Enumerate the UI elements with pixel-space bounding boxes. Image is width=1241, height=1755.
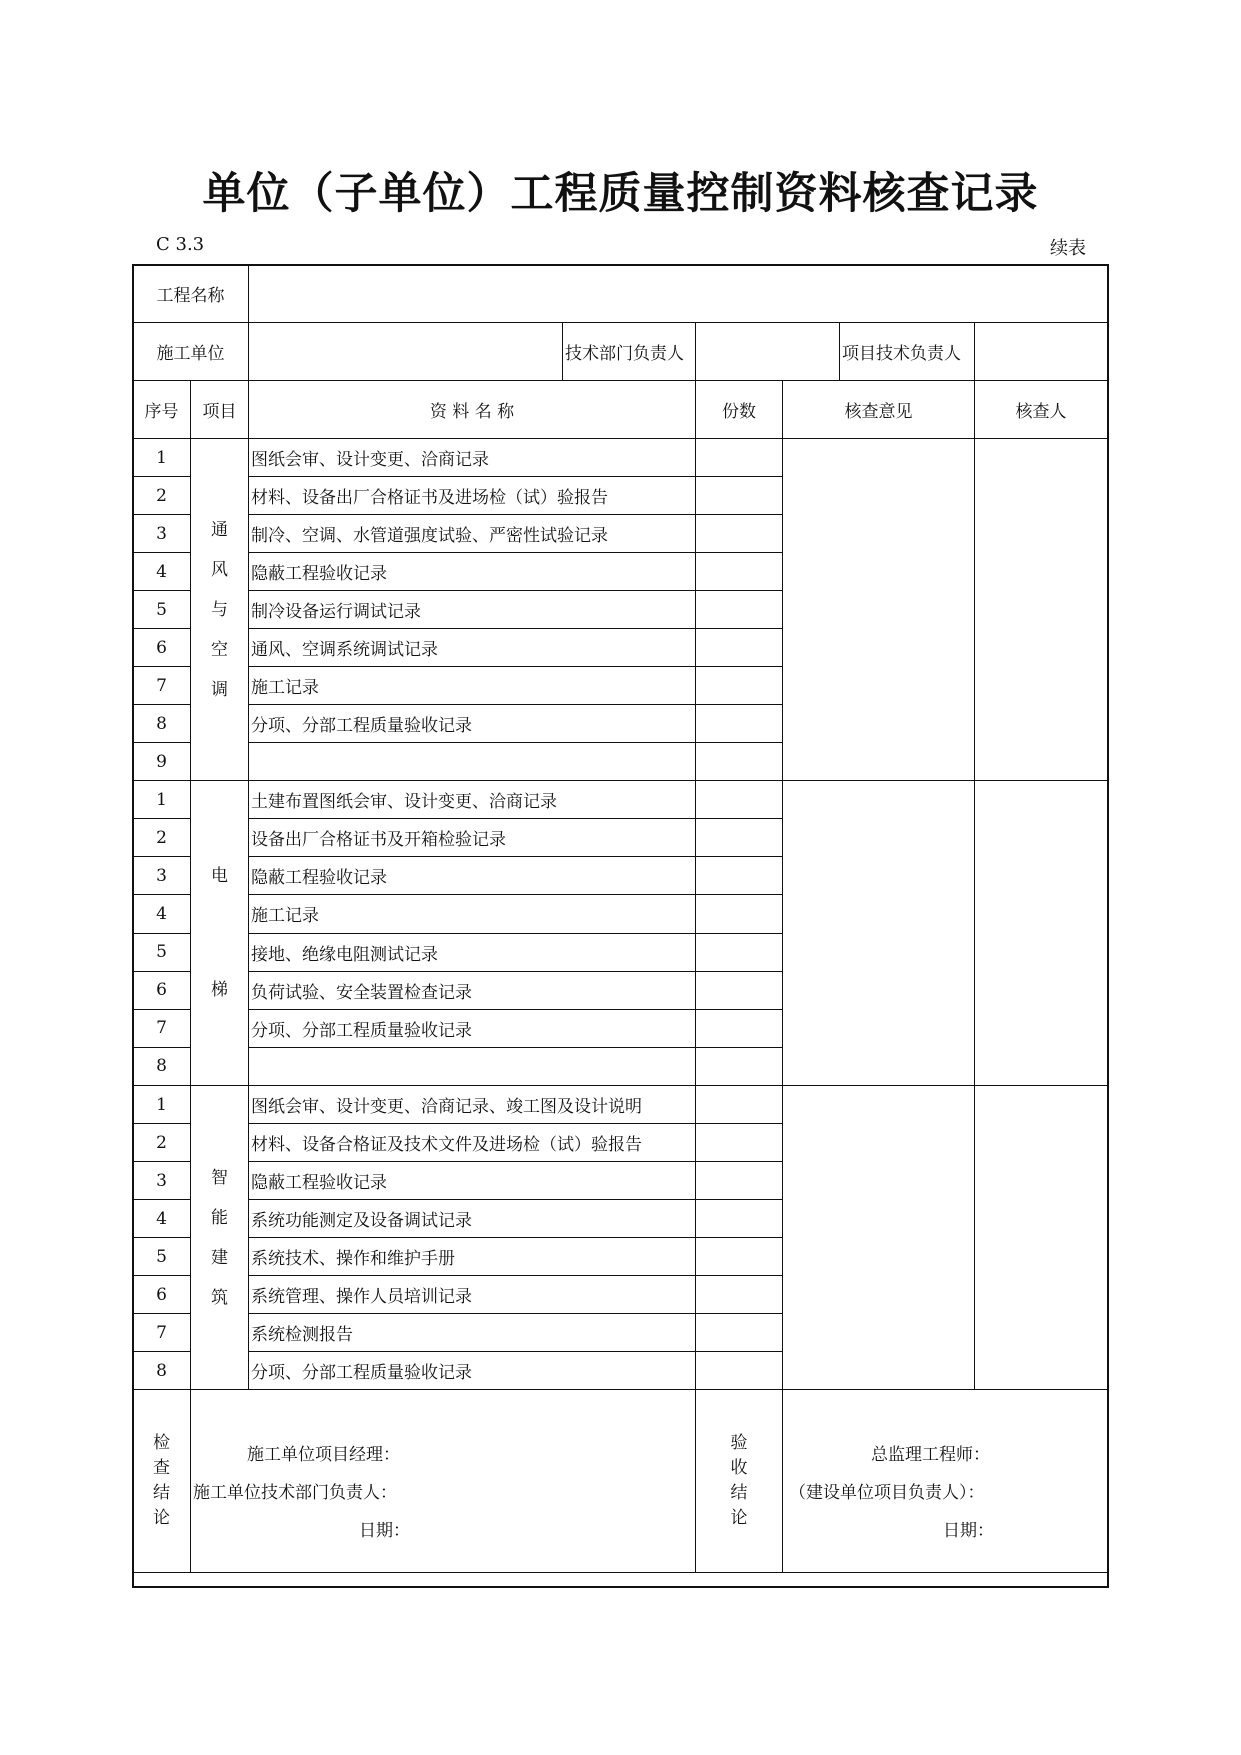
- check-conclusion-text: [133, 1431, 190, 1531]
- section-item-char: 与: [211, 599, 228, 620]
- opinion-cell[interactable]: [783, 439, 975, 781]
- copies-cell[interactable]: [696, 1238, 783, 1276]
- section-item-label: [191, 510, 248, 710]
- doc-name: 系统管理、操作人员培训记录: [249, 1276, 696, 1314]
- row-seq: 4: [133, 895, 191, 933]
- project-name-label: 工程名称: [133, 265, 249, 323]
- doc-name: 系统功能测定及设备调试记录: [249, 1200, 696, 1238]
- continuation-label: 续表: [1050, 238, 1086, 259]
- opinion-cell[interactable]: [783, 781, 975, 1086]
- chief-supervisor-label: 总监理工程师：: [871, 1445, 990, 1465]
- quality-records-table: [132, 264, 1108, 1573]
- check-conclusion-char: 检: [153, 1433, 170, 1453]
- copies-cell[interactable]: [696, 857, 783, 895]
- copies-cell[interactable]: [696, 1086, 783, 1124]
- doc-name: 接地、绝缘电阻测试记录: [249, 933, 696, 971]
- doc-name: 材料、设备合格证及技术文件及进场检（试）验报告: [249, 1124, 696, 1162]
- row-seq: 7: [133, 1009, 191, 1047]
- copies-cell[interactable]: [696, 1124, 783, 1162]
- section-item-label: [191, 1158, 248, 1318]
- copies-cell[interactable]: [696, 705, 783, 743]
- row-seq: 4: [133, 1200, 191, 1238]
- row-seq: 2: [133, 477, 191, 515]
- doc-name: [249, 743, 696, 781]
- acceptance-date-label: 日期：: [943, 1521, 994, 1541]
- checker-cell[interactable]: [975, 1086, 1108, 1390]
- project-name-row: [133, 265, 1108, 323]
- check-conclusion-body[interactable]: [191, 1390, 696, 1573]
- constructor-label: 施工单位: [133, 323, 249, 381]
- copies-cell[interactable]: [696, 591, 783, 629]
- check-conclusion-char: 结: [153, 1483, 170, 1503]
- check-conclusion-label: [133, 1390, 191, 1573]
- copies-cell[interactable]: [696, 1314, 783, 1352]
- owner-project-head-label: （建设单位项目负责人）：: [789, 1483, 985, 1503]
- copies-cell[interactable]: [696, 515, 783, 553]
- section-item-char: 电: [211, 865, 228, 886]
- doc-name: 系统技术、操作和维护手册: [249, 1238, 696, 1276]
- check-conclusion-area: [191, 1390, 695, 1572]
- copies-cell[interactable]: [696, 933, 783, 971]
- copies-cell[interactable]: [696, 743, 783, 781]
- conclusion-row: [133, 1390, 1108, 1573]
- copies-cell[interactable]: [696, 819, 783, 857]
- tech-dept-head-field[interactable]: [696, 323, 840, 381]
- constructor-field[interactable]: [249, 323, 563, 381]
- check-date-label: 日期：: [359, 1521, 410, 1541]
- copies-cell[interactable]: [696, 895, 783, 933]
- section-item-cell: [191, 781, 249, 1086]
- copies-cell[interactable]: [696, 1162, 783, 1200]
- table-row: [133, 439, 1108, 477]
- doc-name: 隐蔽工程验收记录: [249, 1162, 696, 1200]
- copies-cell[interactable]: [696, 667, 783, 705]
- table-row: [133, 1086, 1108, 1124]
- doc-name: 制冷设备运行调试记录: [249, 591, 696, 629]
- doc-name: 材料、设备出厂合格证书及进场检（试）验报告: [249, 477, 696, 515]
- constructor-row: [133, 323, 1108, 381]
- acceptance-conclusion-text: [696, 1431, 782, 1531]
- constructor-pm-label: 施工单位项目经理：: [247, 1445, 400, 1465]
- doc-name: 通风、空调系统调试记录: [249, 629, 696, 667]
- checker-cell[interactable]: [975, 781, 1108, 1086]
- row-seq: 8: [133, 705, 191, 743]
- checker-cell[interactable]: [975, 439, 1108, 781]
- doc-name: 分项、分部工程质量验收记录: [249, 1352, 696, 1390]
- project-tech-head-field[interactable]: [975, 323, 1108, 381]
- row-seq: 1: [133, 1086, 191, 1124]
- doc-name: 土建布置图纸会审、设计变更、洽商记录: [249, 781, 696, 819]
- doc-name: 分项、分部工程质量验收记录: [249, 1009, 696, 1047]
- section-item-cell: [191, 439, 249, 781]
- row-seq: 2: [133, 1124, 191, 1162]
- project-name-field[interactable]: [249, 265, 1108, 323]
- form-code: C 3.3: [156, 234, 205, 255]
- section-item-char: 建: [211, 1247, 228, 1268]
- project-tech-head-label: 项目技术负责人: [840, 323, 975, 381]
- acceptance-conclusion-char: 验: [730, 1433, 748, 1453]
- doc-name: 负荷试验、安全装置检查记录: [249, 971, 696, 1009]
- acceptance-conclusion-char: 论: [730, 1508, 748, 1528]
- section-item-char: 梯: [211, 980, 228, 1001]
- copies-cell[interactable]: [696, 781, 783, 819]
- doc-name: 图纸会审、设计变更、洽商记录: [249, 439, 696, 477]
- row-seq: 6: [133, 1276, 191, 1314]
- row-seq: 6: [133, 629, 191, 667]
- opinion-cell[interactable]: [783, 1086, 975, 1390]
- col-seq-header: 序号: [133, 381, 191, 439]
- copies-cell[interactable]: [696, 477, 783, 515]
- copies-cell[interactable]: [696, 1047, 783, 1085]
- row-seq: 3: [133, 857, 191, 895]
- form-title: 单位（子单位）工程质量控制资料核查记录: [202, 169, 1039, 219]
- row-seq: 4: [133, 553, 191, 591]
- section-item-char: 调: [211, 679, 228, 700]
- row-seq: 2: [133, 819, 191, 857]
- section-item-char: 智: [211, 1167, 228, 1188]
- row-seq: 5: [133, 933, 191, 971]
- section-item-char: 通: [211, 519, 228, 540]
- doc-name: 图纸会审、设计变更、洽商记录、竣工图及设计说明: [249, 1086, 696, 1124]
- section-item-cell: [191, 1086, 249, 1390]
- col-item-header: 项目: [191, 381, 249, 439]
- doc-name: 施工记录: [249, 667, 696, 705]
- doc-name: 隐蔽工程验收记录: [249, 857, 696, 895]
- copies-cell[interactable]: [696, 553, 783, 591]
- doc-name: 隐蔽工程验收记录: [249, 553, 696, 591]
- copies-cell[interactable]: [696, 1276, 783, 1314]
- doc-name: [249, 1047, 696, 1085]
- row-seq: 7: [133, 1314, 191, 1352]
- section-item-label: [191, 781, 248, 1085]
- row-seq: 6: [133, 971, 191, 1009]
- row-seq: 8: [133, 1047, 191, 1085]
- row-seq: 1: [133, 439, 191, 477]
- acceptance-conclusion-area: [783, 1390, 1107, 1572]
- acceptance-conclusion-char: 结: [730, 1483, 748, 1503]
- row-seq: 3: [133, 515, 191, 553]
- acceptance-conclusion-label: [696, 1390, 783, 1573]
- check-conclusion-char: 论: [153, 1508, 170, 1528]
- row-seq: 7: [133, 667, 191, 705]
- copies-cell[interactable]: [696, 439, 783, 477]
- doc-name: 系统检测报告: [249, 1314, 696, 1352]
- section-item-char: 能: [211, 1207, 228, 1228]
- row-seq: 5: [133, 591, 191, 629]
- section-item-char: 风: [211, 559, 228, 580]
- col-opinion-header: 核查意见: [783, 381, 975, 439]
- doc-name: 制冷、空调、水管道强度试验、严密性试验记录: [249, 515, 696, 553]
- tech-dept-head-label: 技术部门负责人: [563, 323, 696, 381]
- row-seq: 8: [133, 1352, 191, 1390]
- row-seq: 1: [133, 781, 191, 819]
- doc-name: 设备出厂合格证书及开箱检验记录: [249, 819, 696, 857]
- copies-cell[interactable]: [696, 971, 783, 1009]
- table-row: [133, 781, 1108, 819]
- section-item-char: 筑: [211, 1287, 228, 1308]
- copies-cell[interactable]: [696, 1200, 783, 1238]
- doc-name: 分项、分部工程质量验收记录: [249, 705, 696, 743]
- row-seq: 9: [133, 743, 191, 781]
- col-checker-header: 核查人: [975, 381, 1108, 439]
- row-seq: 5: [133, 1238, 191, 1276]
- doc-name: 施工记录: [249, 895, 696, 933]
- copies-cell[interactable]: [696, 1352, 783, 1390]
- copies-cell[interactable]: [696, 1009, 783, 1047]
- col-copies-header: 份数: [696, 381, 783, 439]
- col-doc-name-header: 资 料 名 称: [249, 381, 696, 439]
- acceptance-conclusion-char: 收: [730, 1458, 748, 1478]
- row-seq: 3: [133, 1162, 191, 1200]
- column-header-row: [133, 381, 1108, 439]
- constructor-tech-head-label: 施工单位技术部门负责人：: [193, 1483, 397, 1503]
- check-conclusion-char: 查: [153, 1458, 170, 1478]
- acceptance-conclusion-body[interactable]: [783, 1390, 1108, 1573]
- section-item-char: 空: [211, 639, 228, 660]
- copies-cell[interactable]: [696, 629, 783, 667]
